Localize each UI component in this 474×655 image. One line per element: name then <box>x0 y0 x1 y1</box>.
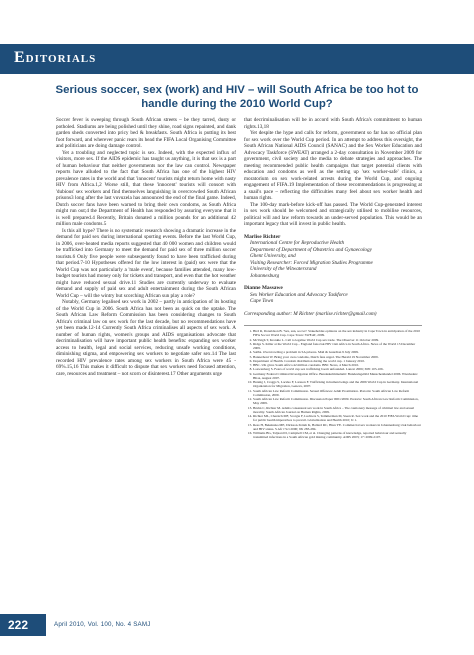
article-title: Serious soccer, sex (work) and HIV – will South Africa be too hot to handle during the 2010 World Cup? <box>55 84 419 110</box>
author-name: Dianne Massawe <box>244 285 283 291</box>
affiliation-line: Visiting Researcher: Forced Migration Studies Programme <box>250 259 373 266</box>
reference-item: 7. BBC. UK gives South Africa 42 million condoms. BBC News, 4 March 2010. <box>253 363 422 367</box>
affiliation-line: Johannesburg <box>250 272 280 279</box>
reference-item: 12. South African Law Reform Commission. Discussion Paper 0001/2009. Pretoria: South African Law Reform Commission, May 2009. <box>253 397 422 406</box>
section-label: Editorials <box>14 49 97 66</box>
paragraph: Notably, Germany legalised sex work in 2002 – partly in anticipation of its hosting of the World Cup in 2006. South Africa has not been as quick on the uptake. The South African Law Reform Commission has been considering changes to South Africa's criminal law on sex work for the last decade, but no recommendations have yet been made.12-14 Currently South Africa criminalises all aspects of sex work. A number of human rights, women's groups and AIDS organisations advocate that decriminalisation will have important public health benefits: expanding sex worker access to health, legal and social services, reducing unsafe working conditions, diminishing stigma, and empowering sex workers to negotiate safer sex.14 The last recorded HIV prevalence rates among sex workers in South Africa were 45 - 69%.15,16 This makes it difficult to dispute that sex workers need focused attention, care, resources and treatment – not scorn or disinterest.17 Other arguments urge <box>56 299 236 377</box>
author-affiliation <box>244 234 422 280</box>
left-column <box>56 117 236 377</box>
affiliation-line: International Centre for Reproductive Health <box>250 240 345 246</box>
reference-item: 8. Loewenberg S. Fears of world cup sex trafficking boom unfounded. Lancet 2006; 368: 105-106. <box>253 367 422 371</box>
affiliation-line: Sex Worker Education and Advocacy Taskforce <box>250 291 348 298</box>
paragraph: that decriminalisation will be in accord with South Africa's commitment to human rights.13,18 <box>244 117 422 130</box>
reference-item: 2. McVeigh T, Kronkie L. Call to legalise World Cup sex trade. The Observer 11 October 2009. <box>253 338 422 342</box>
reference-item: 3. Ridge S. Killer at the World Cup – England fans risk HIV visit Africa in South Africa. News of the World 13 December 2009. <box>253 342 422 351</box>
affiliation-line: Cape Town <box>250 298 274 304</box>
page-footer <box>0 614 474 636</box>
right-column <box>244 117 422 440</box>
reference-item: 13. Bruhn C, Richter M. Adults consensual sex work in South Africa – The cautionary message of criminal law and sexual morality. South African Journal on Human Rights, 2009. <box>253 406 422 415</box>
reference-item: 1. Bird R, Donaldson B. 'Sex, sun, soccer': Stakeholder-opinions on the sex industry in Cape Town in anticipation of the 2010 FIFA Soccer World Cup. Cape Town: SWEAT, 2009. <box>253 329 422 338</box>
reference-item: 9. Germany Federal Criminal Investigation Office. Bundeskriminalamt: Bundeslagebild Menschenhandel 2006. Wiesbaden: BKA, August 2007. <box>253 372 422 381</box>
journal-issue: April 2010, Vol. 100, No. 4 SAMJ <box>54 621 151 628</box>
author-name: Marlise Richter <box>244 233 281 240</box>
affiliation-line: Department of Department of Obstetrics and Gynaecology <box>250 246 372 253</box>
reference-item: 5. Bannerhoni W. Bring your own condoms, Dutch fans urged. The Herald 19 November 2009. <box>253 355 422 359</box>
paragraph: Yet despite the hype and calls for reform, government so far has no official plan for sex work over the World Cup period. In an attempt to address this oversight, the South African National AIDS Council (SANAC) and the Sex Worker Education and Advocacy Taskforce (SWEAT) arranged a 2-day consultation in November 2009 for government, civil society and the media to debate strategies and approaches. The meeting recommended public health campaigns that target potential clients with education and condoms as well as the setting up 'sex worker-safe' clinics, a moratorium on sex work-related arrests during the World Cup, and ongoing engagement of FIFA.19 Implementation of these recommendations is progressing at a snail's pace – reflecting the difficulties many feel about sex worker health and human rights. <box>244 130 422 201</box>
reference-list <box>244 325 422 440</box>
paragraph: The 100-day mark-before kick-off has passed. The World Cup-generated interest in sex work should be welcomed and strategically utilised to mobilise resources, political will and law reform towards an under-served population. This would be an important legacy that will invest in public health. <box>244 201 422 227</box>
page-number: 222 <box>8 618 29 632</box>
section-banner <box>0 44 474 74</box>
affiliation-line: Ghent University, and <box>250 253 296 259</box>
reference-item: 16. Williams BG, Taljaard D, Campbell CM, et al. Changing patterns of knowledge, reported behaviour and sexually transmitted infections in a South African gold mining community. AIDS 2003; 17: 2099-2107. <box>253 431 422 440</box>
reference-item: 6. Department of Health. Condom distribution during the world cup. 1 January 2010. <box>253 359 422 363</box>
reference-item: 14. Richter ML, Chersich MF, Scorgie F, Luchters S, Temmerman M, Steen R. Sex work and the 2010 FIFA World Cup: time for public health imperatives to prevail. Globalization and Health 2010; 6: 1. <box>253 414 422 423</box>
reference-item: 15. Rees H, Beksinska ME, Dickson-Tetteh K, Ballard RC, Htun YE. Commercial sex workers in Johannesburg: risk behaviour and HIV status. S Afr J Sci 2000; 96: 283-284. <box>253 423 422 432</box>
paragraph: Yet a troubling and neglected topic is sex. Indeed, with the expected influx of visitors, more sex. If the AIDS epidemic has taught us anything, it is that sex is a part of human behaviour that neither governments nor the law can control. Newspaper reports have alluded to the fact that South Africa has one of the highest HIV prevalence rates in the world and that 'innocent' tourists might return home with nasty HIV from Africa.1,2 Worse still, that these 'innocent' tourists will consort with 'dubious' sex workers and find themselves languishing in overcrowded South African prisons3 long after the last vuvuzela has announced the end of the final game. Indeed, Dutch soccer fans have been warned to bring their own condoms, as South Africa might run out;4 the Department of Health has responded by assuring everyone that it is well prepared.4 Recently, Britain donated a million pounds for an additional 42 million male condoms.5 <box>56 149 236 227</box>
reference-item: 10. Hennig J, Craggs S, Laczko F, Larsson F. Trafficking in human beings and the 2006 World Cup in Germany. International Organization for Migration, Geneva, 2007. <box>253 380 422 389</box>
reference-item: 11. South African Law Reform Commission. Sexual Offences: Adult Prostitution. Pretoria: South African Law Reform Commission, 2009. <box>253 389 422 398</box>
paragraph: Is this all hype? There is no systematic research showing a dramatic increase in the demand for paid sex during international sporting events. Before the last World Cup, in 2006, over-heated media reports suggested that 40 000 women and children would be trafficked into Germany to meet the demand for paid sex of three million soccer tourists.6 Only five people were subsequently found to have been trafficked during that period.7-10 Hypotheses offered for the low interest in (paid) sex were that the World Cup was not particularly a 'male event', because families attended, many low-budget tourists had money only for tickets and transport, and even that the hot weather might have reduced sexual drive.11 Studies are currently underway to evaluate demand and supply of paid sex and adult entertainment during the South African World Cup – will the wintry but scorching African sun play a role? <box>56 227 236 299</box>
page-number-box <box>0 614 46 636</box>
corresponding-author: Corresponding author: M Richter (marlise.richter@gmail.com) <box>244 310 377 317</box>
author-affiliation <box>244 285 422 305</box>
reference-item: 4. SAPA. Overcrowding a problem in SA prisons. Mail & Guardian 9 July 2009. <box>253 350 422 354</box>
affiliation-line: University of the Witwatersrand <box>250 266 317 272</box>
paragraph: Soccer fever is sweeping through South African streets – be they tarred, dusty or potholed. Stadiums are being polished until they shine, road signs repainted, and dank garden sheds converted into pricy bed & breakfasts. South Africa is putting its best foot forward, and wherever panic rears its head the FIFA Local Organising Committee and politicians are doing damage control. <box>56 117 236 149</box>
